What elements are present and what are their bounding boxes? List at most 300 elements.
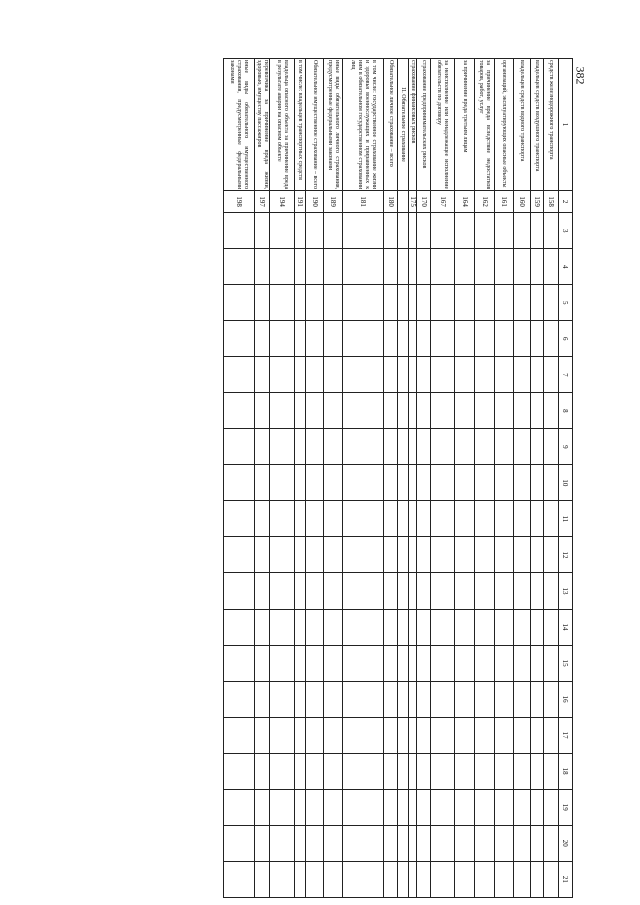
data-cell — [224, 861, 255, 897]
data-cell — [514, 789, 531, 825]
data-cell — [431, 429, 455, 465]
row-code: 162 — [475, 191, 495, 213]
data-cell — [224, 501, 255, 537]
data-cell — [343, 825, 384, 861]
data-cell — [514, 465, 531, 501]
column-header: 17 — [559, 717, 573, 753]
data-cell — [475, 861, 495, 897]
data-cell — [306, 429, 324, 465]
data-cell — [270, 753, 295, 789]
data-cell — [495, 573, 514, 609]
data-cell — [398, 249, 409, 285]
data-cell — [306, 465, 324, 501]
data-cell — [475, 789, 495, 825]
column-header: 3 — [559, 213, 573, 249]
data-cell — [343, 609, 384, 645]
data-cell — [431, 681, 455, 717]
data-cell — [398, 357, 409, 393]
data-cell — [409, 789, 417, 825]
data-cell — [495, 249, 514, 285]
data-cell — [417, 717, 431, 753]
data-cell — [531, 501, 544, 537]
data-cell — [324, 861, 343, 897]
data-cell — [514, 501, 531, 537]
data-cell — [431, 321, 455, 357]
row-label: страхование предпринимательских рисков — [417, 59, 431, 191]
data-cell — [455, 609, 475, 645]
data-cell — [409, 213, 417, 249]
data-cell — [409, 609, 417, 645]
data-cell — [324, 357, 343, 393]
data-cell — [475, 249, 495, 285]
data-cell — [306, 501, 324, 537]
data-cell — [255, 249, 270, 285]
data-cell — [531, 213, 544, 249]
data-cell — [255, 465, 270, 501]
data-cell — [255, 645, 270, 681]
data-cell — [431, 357, 455, 393]
data-cell — [455, 789, 475, 825]
data-cell — [224, 645, 255, 681]
data-cell — [306, 645, 324, 681]
data-cell — [417, 609, 431, 645]
row-label: Обязательное имущественное страхование – всего — [306, 59, 324, 191]
data-cell — [455, 249, 475, 285]
data-cell — [398, 285, 409, 321]
data-cell — [224, 213, 255, 249]
data-cell — [324, 213, 343, 249]
data-cell — [417, 285, 431, 321]
row-code: 167 — [431, 191, 455, 213]
data-cell — [495, 645, 514, 681]
data-cell — [544, 357, 559, 393]
column-header: 5 — [559, 285, 573, 321]
data-cell — [455, 573, 475, 609]
data-cell — [270, 645, 295, 681]
data-cell — [495, 825, 514, 861]
data-cell — [475, 681, 495, 717]
data-cell — [295, 609, 306, 645]
data-cell — [324, 321, 343, 357]
data-cell — [514, 753, 531, 789]
data-cell — [531, 465, 544, 501]
data-cell — [455, 717, 475, 753]
data-cell — [495, 285, 514, 321]
data-cell — [384, 213, 398, 249]
table-row — [475, 59, 495, 898]
data-cell — [475, 321, 495, 357]
data-cell — [270, 393, 295, 429]
data-cell — [343, 501, 384, 537]
data-cell — [255, 213, 270, 249]
data-cell — [417, 861, 431, 897]
data-cell — [475, 501, 495, 537]
data-cell — [324, 501, 343, 537]
data-cell — [306, 393, 324, 429]
data-cell — [343, 645, 384, 681]
data-cell — [475, 537, 495, 573]
column-header: 7 — [559, 357, 573, 393]
data-cell — [343, 573, 384, 609]
column-header: 15 — [559, 645, 573, 681]
data-cell — [270, 501, 295, 537]
data-cell — [417, 789, 431, 825]
row-label: иные виды обязательного личного страхования, предусмотренные федеральными законами — [324, 59, 343, 191]
data-cell — [544, 609, 559, 645]
data-cell — [475, 393, 495, 429]
data-cell — [514, 357, 531, 393]
data-cell — [384, 609, 398, 645]
data-cell — [531, 573, 544, 609]
row-label: за неисполнение или ненадлежащее исполнение обязательств по договору — [431, 59, 455, 191]
data-cell — [295, 285, 306, 321]
data-cell — [324, 789, 343, 825]
data-cell — [343, 717, 384, 753]
data-cell — [417, 825, 431, 861]
data-cell — [295, 321, 306, 357]
data-cell — [306, 357, 324, 393]
data-cell — [495, 465, 514, 501]
data-cell — [531, 609, 544, 645]
data-cell — [306, 573, 324, 609]
data-cell — [398, 573, 409, 609]
data-cell — [409, 753, 417, 789]
data-cell — [255, 753, 270, 789]
table-body — [224, 59, 559, 898]
row-label: перевозчика за причинение вреда жизни, здоровью, имуществу пассажиров — [256, 60, 269, 190]
data-cell — [417, 573, 431, 609]
data-cell — [224, 465, 255, 501]
data-cell — [475, 825, 495, 861]
data-cell — [495, 393, 514, 429]
data-cell — [398, 609, 409, 645]
data-cell — [343, 213, 384, 249]
data-cell — [384, 573, 398, 609]
data-cell — [409, 321, 417, 357]
data-cell — [514, 213, 531, 249]
data-cell — [324, 645, 343, 681]
row-code: 198 — [224, 191, 255, 213]
data-cell — [343, 537, 384, 573]
table-row — [495, 59, 514, 898]
data-cell — [270, 213, 295, 249]
data-cell — [409, 465, 417, 501]
data-cell — [475, 645, 495, 681]
data-cell — [270, 609, 295, 645]
data-cell — [455, 825, 475, 861]
column-header: 16 — [559, 681, 573, 717]
data-cell — [531, 249, 544, 285]
row-code: 159 — [531, 191, 544, 213]
data-cell — [398, 213, 409, 249]
data-cell — [455, 753, 475, 789]
table-row — [306, 59, 324, 898]
column-header: 21 — [559, 861, 573, 897]
table-row — [514, 59, 531, 898]
data-cell — [455, 501, 475, 537]
data-cell — [306, 825, 324, 861]
table-row — [324, 59, 343, 898]
table-row — [295, 59, 306, 898]
data-cell — [384, 825, 398, 861]
table-row — [455, 59, 475, 898]
data-cell — [384, 501, 398, 537]
row-code: 191 — [295, 191, 306, 213]
data-cell — [409, 825, 417, 861]
data-cell — [544, 321, 559, 357]
column-header: 10 — [559, 465, 573, 501]
data-cell — [431, 501, 455, 537]
data-cell — [324, 717, 343, 753]
data-cell — [417, 321, 431, 357]
data-cell — [224, 753, 255, 789]
data-cell — [475, 753, 495, 789]
data-cell — [324, 285, 343, 321]
data-cell — [431, 825, 455, 861]
data-cell — [295, 501, 306, 537]
row-label: Обязательное личное страхование – всего — [384, 59, 398, 191]
data-cell — [431, 861, 455, 897]
data-cell — [343, 789, 384, 825]
data-cell — [514, 825, 531, 861]
data-cell — [306, 609, 324, 645]
data-cell — [224, 285, 255, 321]
data-cell — [295, 249, 306, 285]
data-cell — [409, 285, 417, 321]
data-cell — [531, 429, 544, 465]
data-cell — [531, 861, 544, 897]
data-cell — [270, 429, 295, 465]
data-cell — [398, 789, 409, 825]
data-cell — [255, 285, 270, 321]
data-cell — [255, 825, 270, 861]
data-cell — [431, 789, 455, 825]
data-cell — [224, 717, 255, 753]
data-cell — [343, 465, 384, 501]
data-cell — [514, 429, 531, 465]
data-cell — [455, 681, 475, 717]
table-row — [531, 59, 544, 898]
data-cell — [255, 501, 270, 537]
data-cell — [295, 393, 306, 429]
data-cell — [431, 717, 455, 753]
data-cell — [384, 393, 398, 429]
row-label: за причинение вреда вследствие недостатков товаров, работ, услуг — [475, 59, 495, 191]
data-cell — [295, 465, 306, 501]
row-code: 160 — [514, 191, 531, 213]
row-code: 164 — [455, 191, 475, 213]
data-cell — [514, 393, 531, 429]
header-row — [559, 59, 573, 898]
data-cell — [455, 213, 475, 249]
data-cell — [295, 717, 306, 753]
data-cell — [270, 681, 295, 717]
column-header: 13 — [559, 573, 573, 609]
data-cell — [398, 429, 409, 465]
data-cell — [409, 573, 417, 609]
rotated-form — [73, 58, 573, 898]
data-cell — [324, 753, 343, 789]
data-cell — [455, 537, 475, 573]
data-cell — [514, 573, 531, 609]
data-cell — [398, 465, 409, 501]
data-cell — [324, 465, 343, 501]
data-cell — [455, 357, 475, 393]
data-cell — [255, 429, 270, 465]
data-cell — [514, 681, 531, 717]
data-cell — [409, 861, 417, 897]
data-cell — [384, 429, 398, 465]
data-cell — [544, 861, 559, 897]
data-cell — [514, 645, 531, 681]
data-cell — [475, 717, 495, 753]
data-cell — [531, 825, 544, 861]
data-cell — [409, 357, 417, 393]
data-cell — [417, 249, 431, 285]
data-cell — [475, 285, 495, 321]
data-cell — [255, 861, 270, 897]
data-cell — [343, 357, 384, 393]
data-cell — [409, 393, 417, 429]
data-cell — [270, 537, 295, 573]
data-cell — [531, 393, 544, 429]
data-cell — [495, 321, 514, 357]
data-cell — [514, 285, 531, 321]
data-cell — [270, 717, 295, 753]
data-cell — [475, 465, 495, 501]
table-row — [398, 59, 409, 898]
data-cell — [306, 321, 324, 357]
data-cell — [544, 537, 559, 573]
table-row — [417, 59, 431, 898]
data-cell — [398, 681, 409, 717]
data-cell — [409, 501, 417, 537]
data-cell — [324, 537, 343, 573]
data-cell — [255, 681, 270, 717]
data-cell — [343, 321, 384, 357]
row-label: иные виды обязательного имущественного страхования, предусмотренные федеральными законами — [224, 59, 255, 191]
data-cell — [455, 285, 475, 321]
data-cell — [224, 393, 255, 429]
data-cell — [343, 429, 384, 465]
data-cell — [343, 753, 384, 789]
data-cell — [431, 645, 455, 681]
data-cell — [224, 321, 255, 357]
data-cell — [224, 249, 255, 285]
table-row — [255, 59, 270, 898]
data-cell — [544, 645, 559, 681]
data-cell — [324, 609, 343, 645]
data-cell — [384, 285, 398, 321]
data-cell — [384, 357, 398, 393]
row-code: 197 — [255, 191, 270, 213]
table-row — [270, 59, 295, 898]
data-cell — [514, 861, 531, 897]
row-label: за причинение вреда третьим лицам — [455, 59, 475, 191]
data-cell — [455, 321, 475, 357]
data-cell — [531, 681, 544, 717]
data-cell — [544, 429, 559, 465]
row-label: организаций, эксплуатирующих опасные объекты — [495, 59, 514, 191]
row-label: II. Обязательное страхование — [398, 59, 409, 191]
data-cell — [224, 609, 255, 645]
data-cell — [431, 573, 455, 609]
data-cell — [255, 573, 270, 609]
data-cell — [255, 717, 270, 753]
data-cell — [384, 717, 398, 753]
column-header: 9 — [559, 429, 573, 465]
form-table — [223, 58, 573, 898]
data-cell — [544, 501, 559, 537]
table-row — [224, 59, 255, 898]
data-cell — [306, 717, 324, 753]
data-cell — [544, 681, 559, 717]
data-cell — [475, 213, 495, 249]
data-cell — [398, 501, 409, 537]
table-row — [343, 59, 384, 898]
data-cell — [514, 609, 531, 645]
data-cell — [409, 681, 417, 717]
data-cell — [514, 717, 531, 753]
data-cell — [295, 537, 306, 573]
data-cell — [270, 285, 295, 321]
column-header: 4 — [559, 249, 573, 285]
row-label: в том числе: владельцев транспортных средств — [295, 59, 306, 191]
data-cell — [417, 501, 431, 537]
data-cell — [224, 825, 255, 861]
data-cell — [270, 465, 295, 501]
data-cell — [270, 861, 295, 897]
data-cell — [531, 357, 544, 393]
data-cell — [514, 249, 531, 285]
data-cell — [343, 861, 384, 897]
data-cell — [409, 717, 417, 753]
data-cell — [306, 285, 324, 321]
data-cell — [224, 789, 255, 825]
data-cell — [324, 573, 343, 609]
data-cell — [417, 357, 431, 393]
data-cell — [531, 285, 544, 321]
data-cell — [455, 429, 475, 465]
data-cell — [324, 249, 343, 285]
data-cell — [306, 681, 324, 717]
data-cell — [495, 861, 514, 897]
data-cell — [398, 393, 409, 429]
data-cell — [544, 825, 559, 861]
data-cell — [384, 249, 398, 285]
data-cell — [475, 609, 495, 645]
data-cell — [270, 825, 295, 861]
data-cell — [270, 249, 295, 285]
data-cell — [531, 753, 544, 789]
data-cell — [475, 429, 495, 465]
column-header: 6 — [559, 321, 573, 357]
data-cell — [255, 537, 270, 573]
table-row — [431, 59, 455, 898]
column-header: 20 — [559, 825, 573, 861]
column-header: 18 — [559, 753, 573, 789]
data-cell — [495, 501, 514, 537]
column-header: 12 — [559, 537, 573, 573]
table-row — [384, 59, 398, 898]
data-cell — [544, 393, 559, 429]
data-cell — [306, 537, 324, 573]
data-cell — [295, 429, 306, 465]
data-cell — [295, 825, 306, 861]
data-cell — [398, 753, 409, 789]
row-label: средств железнодорожного транспорта — [544, 59, 559, 191]
data-cell — [343, 285, 384, 321]
